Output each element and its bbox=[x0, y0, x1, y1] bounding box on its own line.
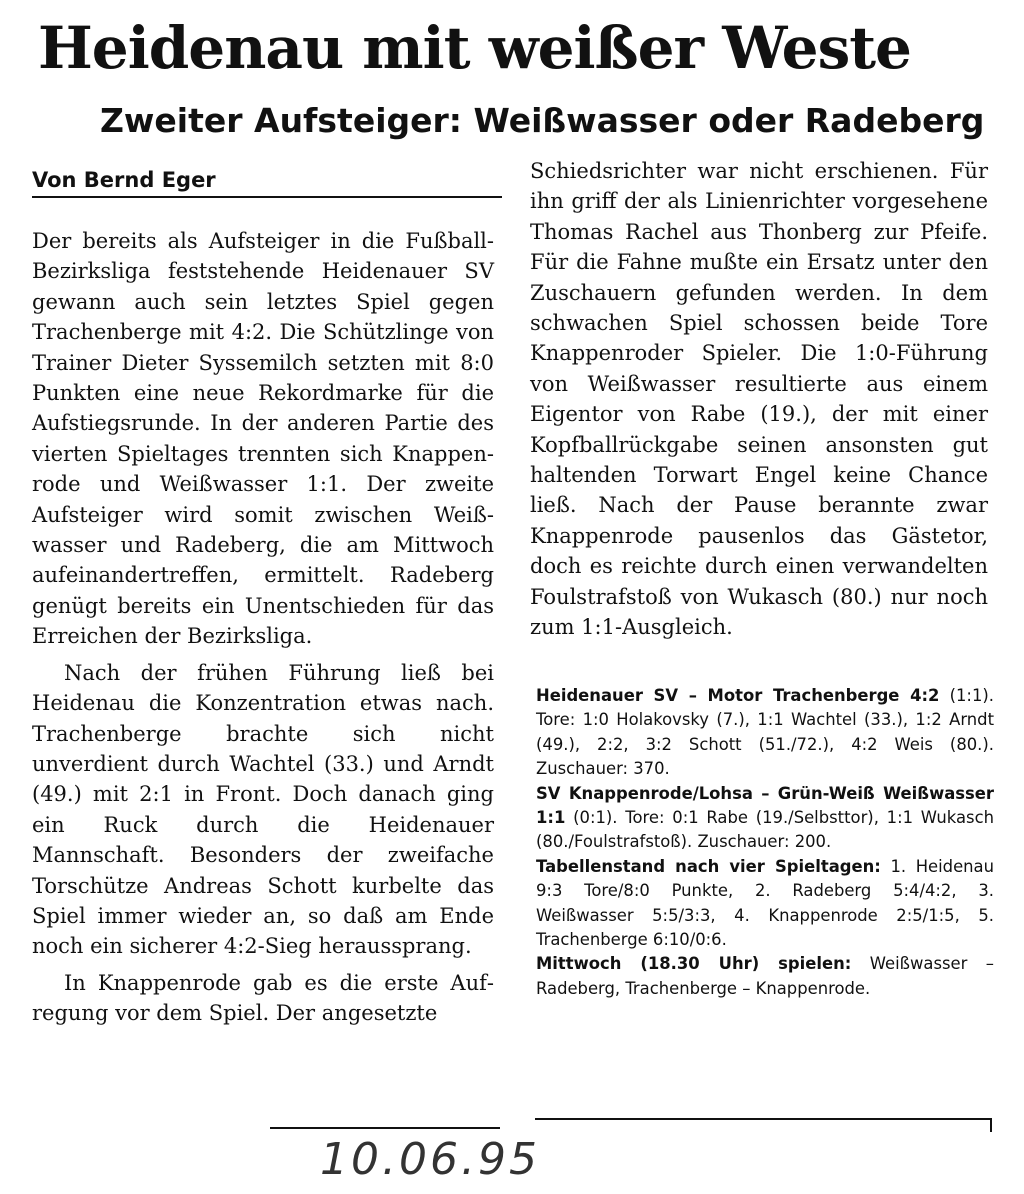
paragraph-3: In Knappenrode gab es die erste Aufregung vor dem Spiel. Der angesetzte bbox=[32, 970, 494, 1026]
result-entry bbox=[536, 782, 994, 855]
result-heading: SV Knappenrode/Lohsa – Grün-Weiß Weißwasser 1:1 bbox=[536, 783, 994, 828]
paragraph-1: Der bereits als Aufsteiger in die Fußball-Bezirksliga feststehende Heidenauer SV gewann auch sein letztes Spiel gegen Trachenberge mit 4:2. Die Schützlinge von Trainer Dieter Syssemilch setzten mit 8:0 Punkten eine neue Rekordmarke für die Aufstiegsrunde. In der anderen Partie des vierten Spieltages trennten sich Knappenrode und Weißwasser 1:1. Der zweite Aufsteiger wird somit zwischen Weißwasser und Radeberg, die am Mittwoch aufeinandertreffen, ermittelt. Radeberg genügt bereits ein Unentschieden für das Erreichen der Bezirksliga. bbox=[32, 229, 494, 649]
subheadline: Zweiter Aufsteiger: Weißwasser oder Radeberg bbox=[100, 101, 985, 140]
bottom-rule-right bbox=[535, 1118, 992, 1132]
paragraph-2: Nach der frühen Führung ließ bei Heidenau die Konzentration etwas nach. Trachenberge brachte sich nicht unverdient durch Wachtel (33.) und Arndt (49.) mit 2:1 in Front. Doch danach ging ein Ruck durch die Heidenauer Mannschaft. Besonders der zweifache Torschütze Andreas Schott kurbelte das Spiel immer wieder an, so daß am Ende noch ein sicherer 4:2-Sieg heraussprang. bbox=[32, 660, 494, 959]
result-text: 1. Heidenau 9:3 Tore/8:0 Punkte, 2. Radeberg 5:4/4:2, 3. Weißwasser 5:5/3:3, 4. Knappenrode 2:5/1:5, 5. Trachenberge 6:10/0:6. bbox=[536, 856, 994, 950]
result-text: Weißwasser – Radeberg, Trachenberge – Knappenrode. bbox=[536, 954, 994, 998]
result-entry bbox=[536, 855, 994, 953]
headline: Heidenau mit weißer Weste bbox=[38, 14, 911, 82]
result-heading: Tabellenstand nach vier Spieltagen: bbox=[536, 856, 881, 876]
article-column-right bbox=[530, 156, 988, 643]
result-text: (0:1). Tore: 0:1 Rabe (19./Selbsttor), 1:1 Wukasch (80./Foulstrafstoß). Zuschauer: 200. bbox=[536, 808, 994, 852]
result-text: (1:1). Tore: 1:0 Holakovsky (7.), 1:1 Wachtel (33.), 1:2 Arndt (49.), 2:2, 3:2 Schott (51./72.), 4:2 Weis (80.). Zuschauer: 370. bbox=[536, 686, 994, 779]
result-heading: Mittwoch (18.30 Uhr) spielen: bbox=[536, 954, 852, 974]
byline: Von Bernd Eger bbox=[32, 166, 502, 198]
result-heading: Heidenauer SV – Motor Trachenberge 4:2 bbox=[536, 686, 940, 705]
bottom-rule-left bbox=[270, 1127, 500, 1129]
article-column-left bbox=[32, 226, 494, 1029]
result-entry bbox=[536, 952, 994, 1001]
match-results bbox=[536, 684, 994, 1001]
handwritten-date: 10.06.95 bbox=[320, 1134, 540, 1185]
result-entry bbox=[536, 684, 994, 782]
paragraph-4: Schiedsrichter war nicht erschienen. Für ihn griff der als Linienrichter vorgesehene Thomas Rachel aus Thonberg zur Pfeife. Für die Fahne mußte ein Ersatz unter den Zuschauern gefunden werden. In dem schwachen Spiel schossen beide Tore Knappenroder Spieler. Die 1:0-Führung von Weißwasser resultierte aus einem Eigentor von Rabe (19.), der mit einer Kopfballrückgabe seinen ansonsten gut haltenden Torwart Engel keine Chance ließ. Nach der Pause berannte zwar Knappenrode pausenlos das Gästetor, doch es reichte durch einen verwandelten Foulstrafstoß von Wukasch (80.) nur noch zum 1:1-Ausgleich. bbox=[530, 159, 988, 640]
